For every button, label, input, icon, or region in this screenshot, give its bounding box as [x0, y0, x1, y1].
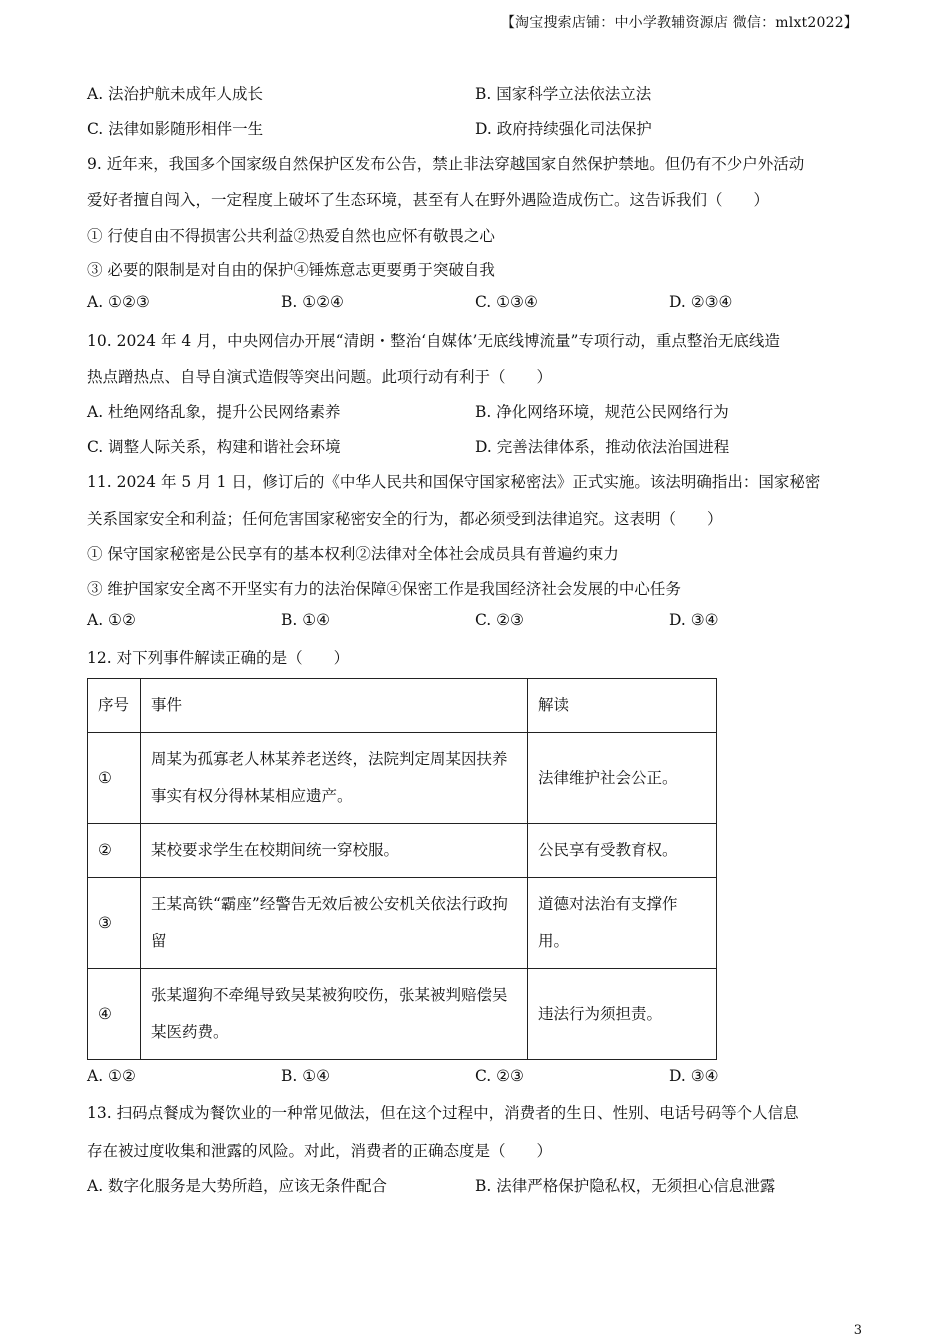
table-row [88, 733, 717, 824]
q10-option-b[interactable]: B. 净化网络环境，规范公民网络行为 [475, 403, 729, 421]
q10-stem-line1: 10. 2024 年 4 月，中央网信办开展“清朗・整治‘自媒体’无底线博流量”专项行动，重点整治无底线造 [87, 332, 780, 350]
table-cell-number: ② [88, 824, 141, 878]
q9-stem-line1: 9. 近年来，我国多个国家级自然保护区发布公告，禁止非法穿越国家自然保护禁地。但仍有不少户外活动 [87, 155, 805, 173]
q11-option-d[interactable]: D. ③④ [669, 611, 719, 629]
page-header: 【淘宝搜索店铺：中小学教辅资源店 微信：mlxt2022】 [500, 15, 858, 31]
q10-stem-line2: 热点蹭热点、自导自演式造假等突出问题。此项行动有利于（ ） [87, 368, 553, 386]
q11-statements-1: ① 保守国家秘密是公民享有的基本权利②法律对全体社会成员具有普遍约束力 [87, 545, 619, 563]
q12-option-d[interactable]: D. ③④ [669, 1067, 719, 1085]
table-cell-number: ① [88, 733, 141, 824]
table-cell-number: ④ [88, 969, 141, 1060]
q9-option-b[interactable]: B. ①②④ [281, 293, 344, 311]
q11-stem-line2: 关系国家安全和利益；任何危害国家秘密安全的行为，都必须受到法律追究。这表明（ ） [87, 510, 723, 528]
q11-option-a[interactable]: A. ①② [87, 611, 136, 629]
q9-option-a[interactable]: A. ①②③ [87, 293, 150, 311]
q13-option-a[interactable]: A. 数字化服务是大势所趋，应该无条件配合 [87, 1177, 388, 1195]
q9-statements-2: ③ 必要的限制是对自由的保护④锤炼意志更要勇于突破自我 [87, 261, 495, 279]
q13-option-b[interactable]: B. 法律严格保护隐私权，无须担心信息泄露 [475, 1177, 776, 1195]
q10-option-a[interactable]: A. 杜绝网络乱象，提升公民网络素养 [87, 403, 341, 421]
table-cell-event: 某校要求学生在校期间统一穿校服。 [141, 824, 528, 878]
table-row [88, 824, 717, 878]
q12-event-table [87, 678, 717, 1060]
table-cell-event: 张某遛狗不牵绳导致吴某被狗咬伤，张某被判赔偿吴某医药费。 [141, 969, 528, 1060]
q11-option-b[interactable]: B. ①④ [281, 611, 331, 629]
q12-option-a[interactable]: A. ①② [87, 1067, 136, 1085]
table-cell-number: ③ [88, 878, 141, 969]
q12-option-b[interactable]: B. ①④ [281, 1067, 331, 1085]
q13-stem-line2: 存在被过度收集和泄露的风险。对此，消费者的正确态度是（ ） [87, 1142, 553, 1160]
q9-option-d[interactable]: D. ②③④ [669, 293, 733, 311]
q10-option-d[interactable]: D. 完善法律体系，推动依法治国进程 [475, 438, 730, 456]
table-header-cell: 解读 [528, 679, 717, 733]
table-header-cell: 序号 [88, 679, 141, 733]
table-cell-interpretation: 法律维护社会公正。 [528, 733, 717, 824]
table-cell-event: 周某为孤寡老人林某养老送终，法院判定周某因扶养事实有权分得林某相应遗产。 [141, 733, 528, 824]
table-cell-interpretation: 违法行为须担责。 [528, 969, 717, 1060]
page-number: 3 [853, 1323, 862, 1338]
q12-option-c[interactable]: C. ②③ [475, 1067, 524, 1085]
table-header-cell: 事件 [141, 679, 528, 733]
q9-option-c[interactable]: C. ①③④ [475, 293, 538, 311]
table-cell-interpretation: 道德对法治有支撑作用。 [528, 878, 717, 969]
table-header-row [88, 679, 717, 733]
q11-option-c[interactable]: C. ②③ [475, 611, 524, 629]
q10-option-c[interactable]: C. 调整人际关系，构建和谐社会环境 [87, 438, 341, 456]
q8-option-c[interactable]: C. 法律如影随形相伴一生 [87, 120, 264, 138]
q11-stem-line1: 11. 2024 年 5 月 1 日，修订后的《中华人民共和国保守国家秘密法》正式实施。该法明确指出：国家秘密 [87, 473, 821, 491]
q9-stem-line2: 爱好者擅自闯入，一定程度上破坏了生态环境，甚至有人在野外遇险造成伤亡。这告诉我们（ ） [87, 191, 770, 209]
q13-stem-line1: 13. 扫码点餐成为餐饮业的一种常见做法，但在这个过程中，消费者的生日、性别、电话号码等个人信息 [87, 1104, 799, 1122]
table-cell-interpretation: 公民享有受教育权。 [528, 824, 717, 878]
q8-option-b[interactable]: B. 国家科学立法依法立法 [475, 85, 652, 103]
q9-statements-1: ① 行使自由不得损害公共利益②热爱自然也应怀有敬畏之心 [87, 227, 495, 245]
q8-option-a[interactable]: A. 法治护航未成年人成长 [87, 85, 264, 103]
table-row [88, 878, 717, 969]
q8-option-d[interactable]: D. 政府持续强化司法保护 [475, 120, 652, 138]
q11-statements-2: ③ 维护国家安全离不开坚实有力的法治保障④保密工作是我国经济社会发展的中心任务 [87, 580, 681, 598]
q12-stem: 12. 对下列事件解读正确的是（ ） [87, 649, 350, 667]
table-cell-event: 王某高铁“霸座”经警告无效后被公安机关依法行政拘留 [141, 878, 528, 969]
table-row [88, 969, 717, 1060]
